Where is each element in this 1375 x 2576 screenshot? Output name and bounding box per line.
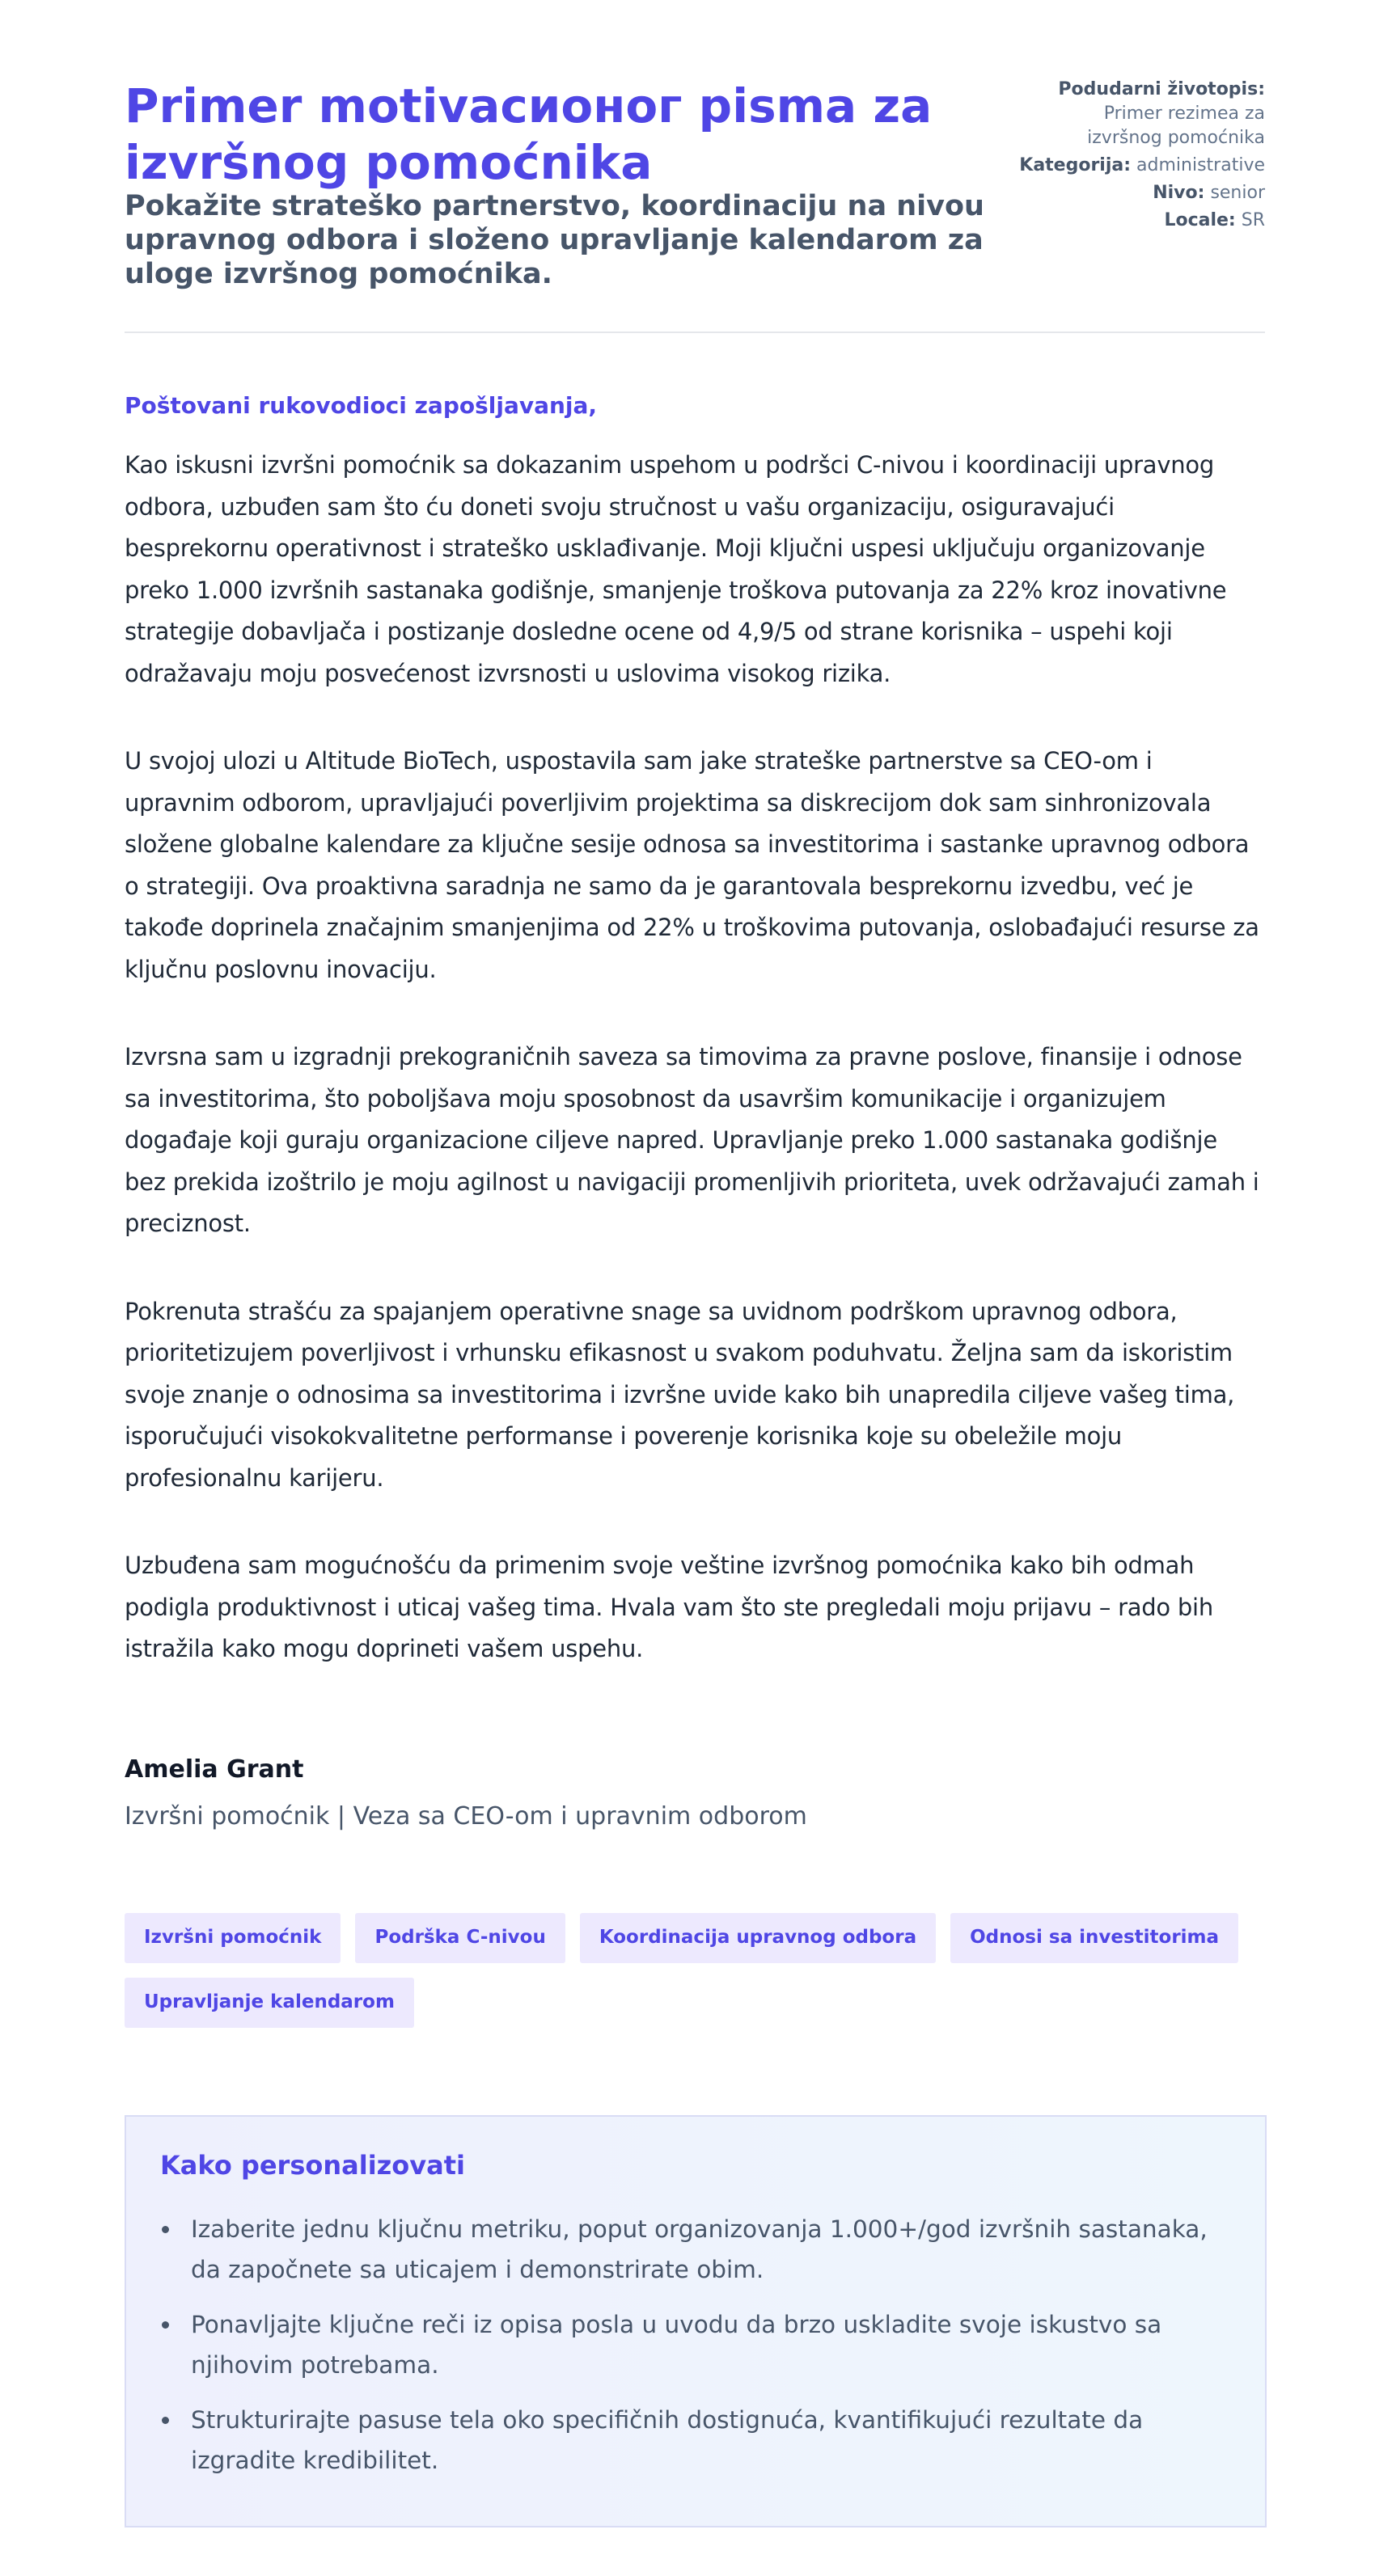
meta-matching-link[interactable]: Primer rezimea za izvršnog pomoćnika <box>1087 103 1265 148</box>
meta-locale-label: Locale: <box>1164 210 1236 230</box>
tip-item: Strukturirajte pasuse tela oko specifičnih dostignuća, kvantifikujući rezultate da izgradite kredibilitet. <box>160 2400 1212 2481</box>
tips-title: Kako personalizovati <box>160 2150 465 2181</box>
signature-title: Izvršni pomoćnik | Veza sa CEO-om i upravnim odborom <box>125 1802 807 1831</box>
letter-greeting: Poštovani rukovodioci zapošljavanja, <box>125 392 598 419</box>
signature-name: Amelia Grant <box>125 1755 304 1784</box>
letter-paragraph: U svojoj ulozi u Altitude BioTech, uspostavila sam jake strateške partnerstve sa CEO-om i upravnim odborom, upravljajući poverljivim projektima sa diskrecijom dok sam sinhronizovala složene globalne kalendare za ključne sesije odnosa sa investitorima i sastanke upravnog odbora o strategiji. Ova proaktivna saradnja ne samo da je garantovala besprekornu izvedbu, već je takođe doprinela značajnim smanjenjima od 22% u troškovima putovanja, oslobađajući resurse za ključnu poslovnu inovaciju. <box>125 747 1259 983</box>
page-subtitle: Pokažite strateško partnerstvo, koordinaciju na nivou upravnog odbora i složeno upravljanje kalendarom za uloge izvršnog pomoćnika. <box>125 190 984 290</box>
tag-list <box>125 1913 1273 2028</box>
tag-chip[interactable]: Koordinacija upravnog odbora <box>580 1913 936 1963</box>
tag-chip[interactable]: Izvršni pomoćnik <box>125 1913 341 1963</box>
tip-item: Ponavljajte ključne reči iz opisa posla u uvodu da brzo uskladite svoje iskustvo sa njihovim potrebama. <box>160 2304 1212 2385</box>
meta-category-label: Kategorija: <box>1019 155 1132 175</box>
tag-chip[interactable]: Upravljanje kalendarom <box>125 1978 414 2028</box>
signature-block <box>125 1753 1265 1834</box>
page-title: Primer motivacионог pisma za izvršnog pomoćnika <box>125 78 933 190</box>
meta-panel <box>925 78 1265 233</box>
tag-chip[interactable]: Odnosi sa investitorima <box>950 1913 1238 1963</box>
meta-matching-label: Podudarni životopis: <box>1058 79 1265 99</box>
meta-category <box>925 154 1265 178</box>
letter-paragraph: Uzbuđena sam mogućnošću da primenim svoje veštine izvršnog pomoćnika kako bih odmah podigla produktivnost i uticaj vašeg tima. Hvala vam što ste pregledali moju prijavu – rado bih istražila kako mogu doprineti vašem uspehu. <box>125 1552 1213 1662</box>
letter-body <box>125 386 1265 1717</box>
tag-chip[interactable]: Podrška C-nivou <box>355 1913 565 1963</box>
meta-level-value: senior <box>1210 183 1265 203</box>
meta-locale-value: SR <box>1241 210 1265 230</box>
meta-matching-resume <box>925 78 1265 150</box>
tip-item: Izaberite jednu ključnu metriku, poput organizovanja 1.000+/god izvršnih sastanaka, da započnete sa uticajem i demonstrirate obim. <box>160 2209 1212 2290</box>
meta-level <box>925 181 1265 205</box>
personalization-tips-box <box>125 2115 1267 2527</box>
letter-paragraph: Izvrsna sam u izgradnji prekograničnih saveza sa timovima za pravne poslove, finansije i odnose sa investitorima, što poboljšava moju sposobnost da usavršim komunikacije i organizujem događaje koji guraju organizacione ciljeve napred. Upravljanje preko 1.000 sastanaka godišnje bez prekida izoštrilo je moju agilnost u navigaciji promenljivih prioriteta, uvek održavajući zamah i preciznost. <box>125 1043 1259 1237</box>
tips-list <box>160 2209 1212 2495</box>
letter-paragraph: Kao iskusni izvršni pomoćnik sa dokazanim uspehom u podršci C-nivou i koordinaciji upravnog odbora, uzbuđen sam što ću doneti svoju stručnost u vašu organizaciju, osiguravajući besprekornu operativnost i strateško usklađivanje. Moji ključni uspesi uključuju organizovanje preko 1.000 izvršnih sastanaka godišnje, smanjenje troškova putovanja za 22% kroz inovativne strategije dobavljača i postizanje dosledne ocene od 4,9/5 od strane korisnika – uspehi koji odražavaju moju posvećenost izvrsnosti u uslovima visokog rizika. <box>125 451 1227 687</box>
meta-category-value: administrative <box>1136 155 1265 175</box>
letter-paragraph: Pokrenuta strašću za spajanjem operativne snage sa uvidnom podrškom upravnog odbora, prioritetizujem poverljivost i vrhunsku efikasnost u svakom poduhvatu. Željna sam da iskoristim svoje znanje o odnosima sa investitorima i izvršne uvide kako bih unapredila ciljeve vašeg tima, isporučujući visokokvalitetne performanse i poverenje korisnika koje su obeležile moju profesionalnu karijeru. <box>125 1297 1235 1492</box>
header-divider <box>125 332 1265 333</box>
meta-locale <box>925 209 1265 233</box>
meta-level-label: Nivo: <box>1153 183 1205 203</box>
